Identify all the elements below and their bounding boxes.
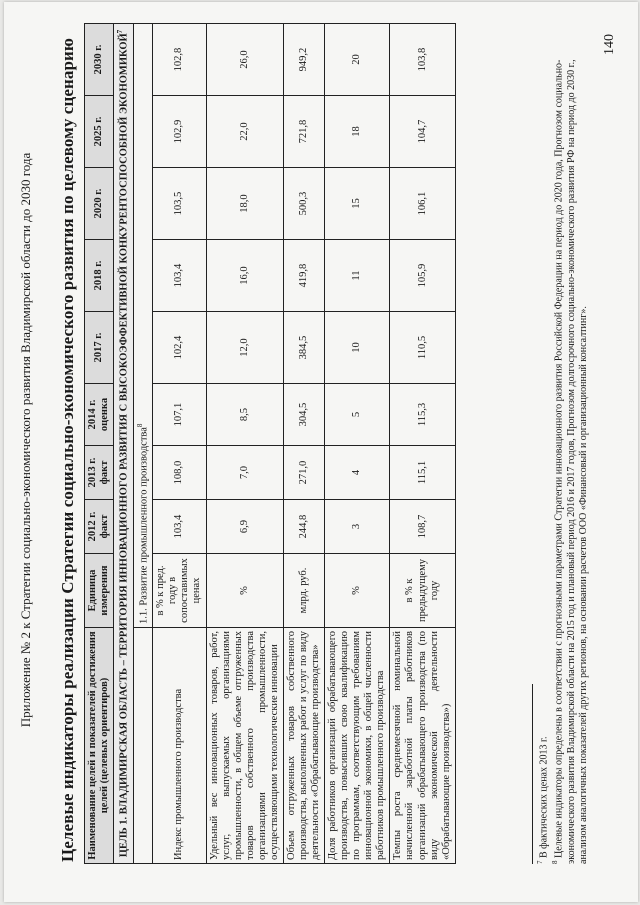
indicator-unit: % xyxy=(325,554,390,628)
indicator-value: 721,8 xyxy=(283,96,324,168)
subsection-text: 1.1. Развитие промышленного производства xyxy=(138,427,150,624)
indicator-unit: % xyxy=(206,554,283,628)
indicator-value: 18 xyxy=(325,96,390,168)
indicator-value: 108,7 xyxy=(390,500,455,554)
indicator-value: 11 xyxy=(325,240,390,312)
indicator-value: 18,0 xyxy=(206,168,283,240)
indicator-name: Темпы роста среднемесячной номинальной начисленной заработной платы работников организаций обрабатывающего производства (по виду экономической деятельности «Обрабатывающие производства») xyxy=(390,628,455,864)
goal-footnote-mark: 7 xyxy=(116,29,125,34)
indicator-unit: млрд. руб. xyxy=(283,554,324,628)
footnote-8-text: Целевые индикаторы определены в соответствии с прогнозными параметрами Стратегии инновационного развития Российской Федерации на период до 2020 года, Прогнозом социально-экономического развития Владимирской области на 2015 год и плановый период 2016 и 2017 годов, Прогнозом долгосрочного социально-экономического развития РФ на период до 2030 г., анализом аналогичных показателей других регионов, на основании расчетов ООО «Финансовый и организационный консалтинг». xyxy=(553,59,590,864)
footnote-7-text: В фактических ценах 2013 г. xyxy=(538,736,550,861)
table-row xyxy=(153,24,206,864)
indicator-value: 3 xyxy=(325,500,390,554)
header-2030: 2030 г. xyxy=(85,24,114,96)
indicator-value: 15 xyxy=(325,168,390,240)
header-2013: 2013 г. факт xyxy=(85,446,114,500)
indicator-value: 304,5 xyxy=(283,384,324,446)
footnote-7 xyxy=(536,44,551,864)
table-row xyxy=(283,24,324,864)
goal-row xyxy=(114,24,134,864)
subsection-cell xyxy=(133,24,153,628)
indicator-value: 103,4 xyxy=(153,240,206,312)
indicator-value: 102,9 xyxy=(153,96,206,168)
indicator-value: 103,4 xyxy=(153,500,206,554)
header-unit: Единица измерения xyxy=(85,554,114,628)
footnote-divider xyxy=(532,684,533,864)
footnote-7-mark: 7 xyxy=(536,860,544,864)
indicator-value: 419,8 xyxy=(283,240,324,312)
indicator-value: 105,9 xyxy=(390,240,455,312)
rotated-page-content xyxy=(12,10,632,900)
header-2025: 2025 г. xyxy=(85,96,114,168)
indicator-value: 102,4 xyxy=(153,312,206,384)
indicator-unit: в % к пред. году в сопоставимых ценах xyxy=(153,554,206,628)
subsection-row xyxy=(133,24,153,864)
indicator-value: 104,7 xyxy=(390,96,455,168)
footnote-8-mark: 8 xyxy=(550,860,559,864)
indicator-value: 10 xyxy=(325,312,390,384)
indicator-value: 6,9 xyxy=(206,500,283,554)
indicator-value: 7,0 xyxy=(206,446,283,500)
footnotes xyxy=(532,44,591,864)
indicator-unit: в % к предыдущему году xyxy=(390,554,455,628)
indicator-value: 108,0 xyxy=(153,446,206,500)
indicator-name: Объем отгруженных товаров собственного производства, выполненных работ и услуг по виду деятельности «Обрабатывающие производства» xyxy=(283,628,324,864)
indicator-value: 271,0 xyxy=(283,446,324,500)
indicator-value: 12,0 xyxy=(206,312,283,384)
indicator-value: 115,1 xyxy=(390,446,455,500)
indicator-value: 949,2 xyxy=(283,24,324,96)
indicator-value: 384,5 xyxy=(283,312,324,384)
header-2014: 2014 г. оценка xyxy=(85,384,114,446)
header-2018: 2018 г. xyxy=(85,240,114,312)
indicator-name: Индекс промышленного производства xyxy=(153,628,206,864)
table-header-row xyxy=(85,24,114,864)
subsection-footnote-mark: 8 xyxy=(135,423,144,428)
table-row xyxy=(325,24,390,864)
document-title: Целевые индикаторы реализации Стратегии социально-экономического развития по целевому сценарию xyxy=(58,37,77,863)
indicators-table xyxy=(84,23,456,864)
indicator-value: 103,5 xyxy=(153,168,206,240)
goal-cell xyxy=(114,24,134,864)
table-row xyxy=(390,24,455,864)
document-page xyxy=(4,2,638,902)
indicator-value: 16,0 xyxy=(206,240,283,312)
appendix-header: Приложение № 2 к Стратегии социально-экономического развития Владимирской области до 2030 года xyxy=(18,152,33,728)
indicator-name: Удельный вес инновационных товаров, работ, услуг, выпускаемых организациями промышленности, в общем объеме отгруженных товаров собственного производства организациями промышленности, осуществляющими технологические инновации xyxy=(206,628,283,864)
header-2017: 2017 г. xyxy=(85,312,114,384)
subsection-spacer xyxy=(133,628,153,864)
indicator-value: 500,3 xyxy=(283,168,324,240)
indicator-value: 103,8 xyxy=(390,24,455,96)
indicator-value: 107,1 xyxy=(153,384,206,446)
footnote-8 xyxy=(551,44,591,864)
indicator-name: Доля работников организаций обрабатывающего производства, повысивших свою квалификацию по программам, соответствующим требованиям инновационной экономики, в общей численности работников промышленного производства xyxy=(325,628,390,864)
indicator-value: 102,8 xyxy=(153,24,206,96)
header-name: Наименование целей и показателей достижения целей (целевых ориентиров) xyxy=(85,628,114,864)
indicator-value: 26,0 xyxy=(206,24,283,96)
indicator-value: 20 xyxy=(325,24,390,96)
indicator-value: 244,8 xyxy=(283,500,324,554)
indicator-value: 22,0 xyxy=(206,96,283,168)
indicator-value: 4 xyxy=(325,446,390,500)
indicator-value: 106,1 xyxy=(390,168,455,240)
indicator-value: 115,3 xyxy=(390,384,455,446)
header-2012: 2012 г. факт xyxy=(85,500,114,554)
page-number: 140 xyxy=(602,34,617,55)
indicator-value: 5 xyxy=(325,384,390,446)
header-2020: 2020 г. xyxy=(85,168,114,240)
indicator-value: 110,5 xyxy=(390,312,455,384)
goal-text: ЦЕЛЬ 1. ВЛАДИМИРСКАЯ ОБЛАСТЬ – ТЕРРИТОРИЯ ИННОВАЦИОННОГО РАЗВИТИЯ С ВЫСОКОЭФФЕКТИВНОЙ КОНКУРЕНТОСПОСОБНОЙ ЭКОНОМИКОЙ xyxy=(118,33,130,858)
table-row xyxy=(206,24,283,864)
indicator-value: 8,5 xyxy=(206,384,283,446)
